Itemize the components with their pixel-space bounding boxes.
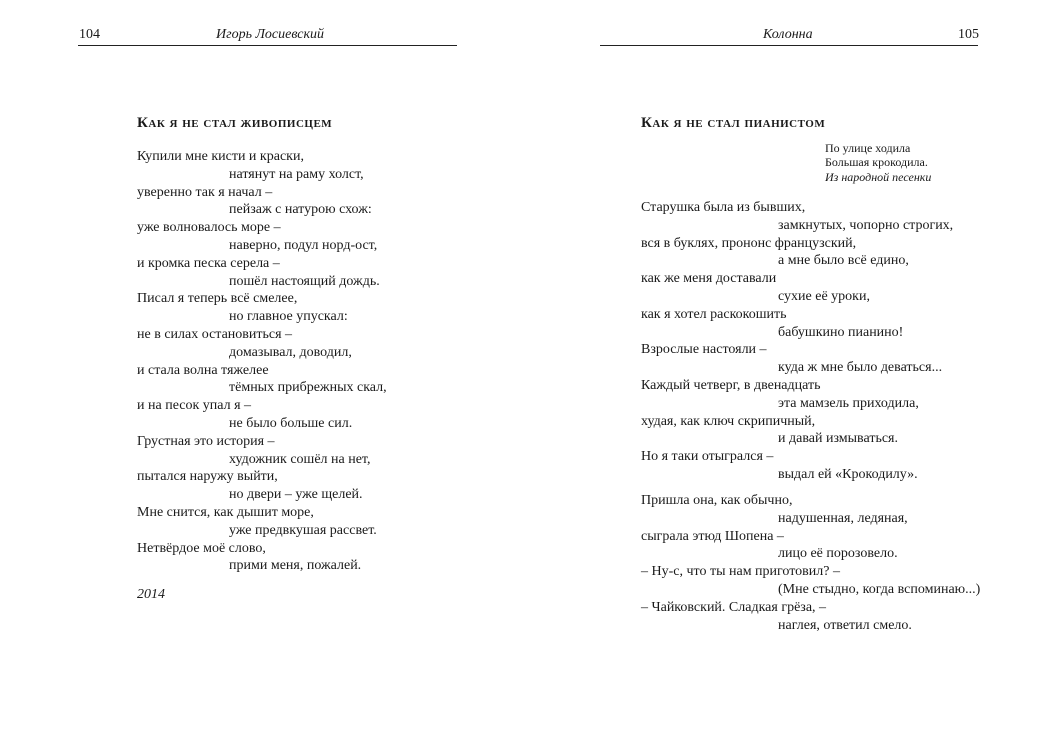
poem-line: выдал ей «Крокодилу».	[778, 466, 918, 482]
right-header-rule	[600, 45, 978, 46]
poem-line: Писал я теперь всё смелее,	[137, 291, 298, 307]
epigraph-line: Большая крокодила.	[825, 155, 928, 169]
poem-line: пошёл настоящий дождь.	[229, 273, 380, 289]
right-stanza-1	[641, 199, 953, 484]
poem-line: как я хотел раскокошить	[641, 306, 787, 322]
poem-line: Мне снится, как дышит море,	[137, 504, 314, 520]
poem-line: как же меня доставали	[641, 271, 777, 287]
poem-line: сыграла этюд Шопена –	[641, 528, 784, 544]
left-page-number: 104	[79, 27, 100, 42]
poem-line: (Мне стыдно, когда вспоминаю...)	[778, 581, 981, 597]
poem-line: сухие её уроки,	[778, 288, 870, 304]
poem-line: не в силах остановиться –	[137, 326, 293, 342]
poem-line: Старушка была из бывших,	[641, 200, 806, 215]
poem-line: и давай измываться.	[778, 431, 898, 447]
poem-line: прими меня, пожалей.	[229, 558, 362, 574]
poem-line: и кромка песка серела –	[137, 255, 280, 271]
poem-line: а мне было всё едино,	[778, 253, 909, 269]
poem-line: Нетвёрдое моё слово,	[137, 540, 266, 556]
poem-line: Купили мне кисти и краски,	[137, 149, 304, 164]
poem-line: худая, как ключ скрипичный,	[641, 413, 816, 429]
poem-line: эта мамзель приходила,	[778, 395, 919, 411]
poem-line: наверно, подул норд-ост,	[229, 237, 378, 253]
right-poem-title: Как я не стал пианистом	[641, 115, 826, 131]
poem-line: не было больше сил.	[229, 415, 353, 431]
left-header-rule	[78, 45, 457, 46]
poem-line: куда ж мне было деваться...	[778, 360, 943, 376]
left-running-head: Игорь Лосиевский	[216, 27, 325, 42]
right-stanza-2	[641, 492, 980, 634]
left-poem-title: Как я не стал живописцем	[137, 115, 333, 131]
poem-line: – Чайковский. Сладкая грёза, –	[641, 599, 827, 615]
poem-line: бабушкино пианино!	[778, 324, 904, 340]
poem-line: Пришла она, как обычно,	[641, 493, 793, 508]
poem-line: замкнутых, чопорно строгих,	[778, 217, 954, 233]
poem-line: Каждый четверг, в двенадцать	[641, 377, 821, 393]
epigraph-line: По улице ходила	[825, 141, 911, 155]
poem-line: тёмных прибрежных скал,	[229, 380, 387, 396]
poem-line: домазывал, доводил,	[229, 344, 352, 360]
poem-date: 2014	[137, 587, 165, 602]
poem-line: лицо её порозовело.	[778, 546, 898, 562]
epigraph-source: Из народной песенки	[825, 170, 932, 184]
poem-line: и стала волна тяжелее	[137, 362, 269, 378]
poem-line: Но я таки отыгрался –	[641, 449, 774, 465]
poem-line: пытался наружу выйти,	[137, 469, 278, 485]
poem-line: уверенно так я начал –	[137, 184, 273, 200]
poem-line: вся в буклях, прононс французский,	[641, 235, 857, 251]
right-running-head: Колонна	[763, 27, 813, 42]
poem-line: уже предвкушая рассвет.	[229, 522, 377, 538]
poem-line: наглея, ответил смело.	[778, 617, 912, 633]
poem-line: надушенная, ледяная,	[778, 510, 908, 526]
poem-line: и на песок упал я –	[137, 398, 252, 414]
poem-line: – Ну-с, что ты нам приготовил? –	[641, 564, 840, 580]
right-page-number: 105	[958, 27, 979, 42]
poem-line: Грустная это история –	[137, 433, 275, 449]
poem-line: пейзаж с натурою схож:	[229, 202, 372, 218]
poem-line: уже волновалось море –	[137, 220, 281, 236]
poem-line: натянут на раму холст,	[229, 166, 364, 182]
poem-line: но двери – уже щелей.	[229, 487, 363, 503]
poem-line: художник сошёл на нет,	[229, 451, 371, 467]
poem-line: но главное упускал:	[229, 309, 348, 325]
poem-line: Взрослые настояли –	[641, 342, 767, 358]
left-poem-body	[137, 148, 387, 575]
